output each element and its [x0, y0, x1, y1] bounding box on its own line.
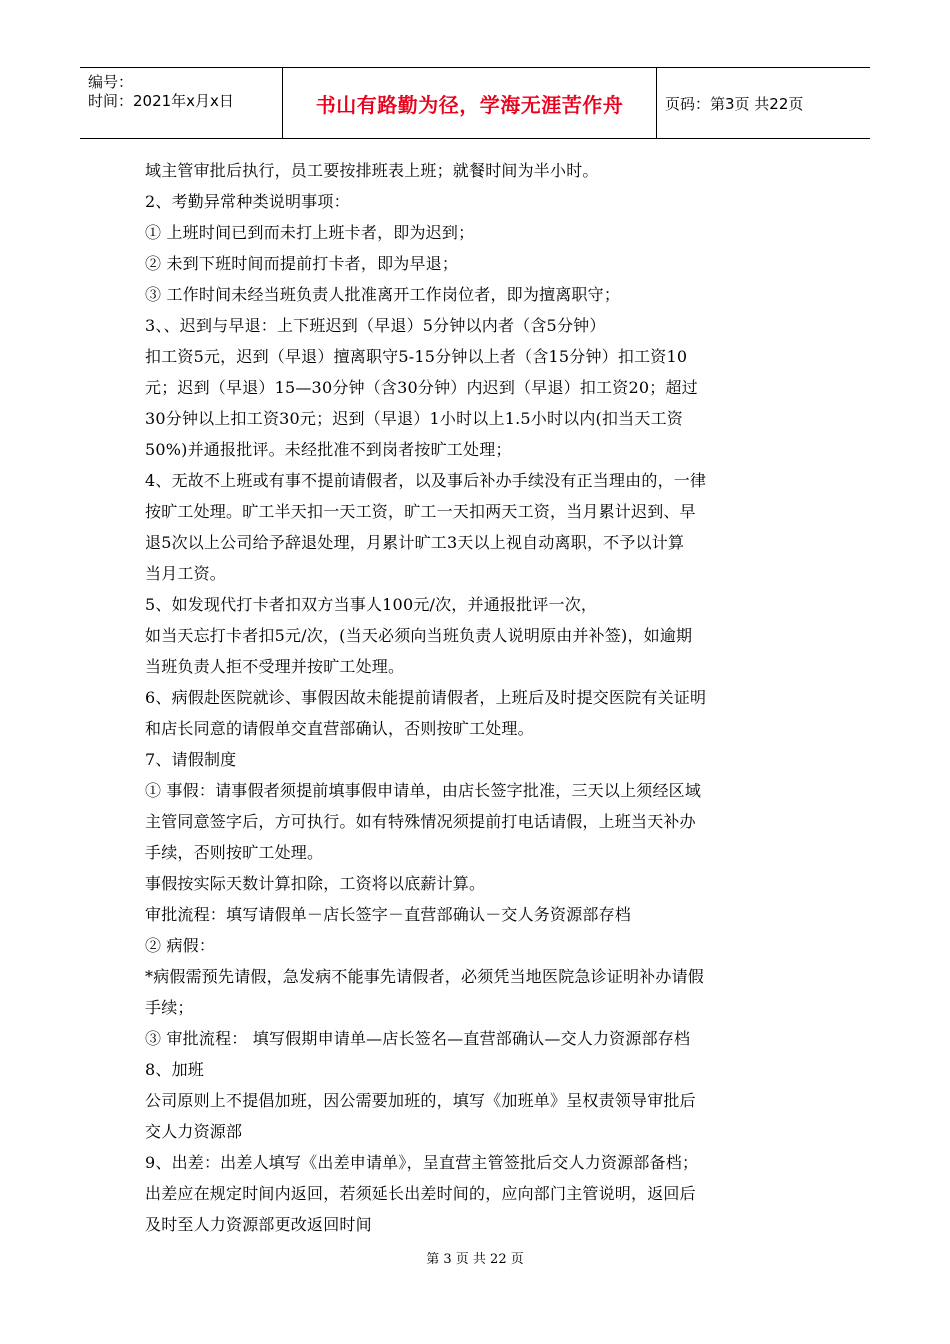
body-line: 出差应在规定时间内返回，若须延长出差时间的，应向部门主管说明，返回后	[145, 1184, 696, 1203]
body-line: 手续；	[145, 998, 194, 1017]
page-footer	[0, 1248, 950, 1267]
body-line: 9、出差：出差人填写《出差申请单》，呈直营主管签批后交人力资源部备档；	[145, 1153, 699, 1172]
header-motto: 书山有路勤为径，学海无涯苦作舟	[315, 92, 624, 117]
document-body	[145, 155, 815, 1240]
body-line: ① 事假：请事假者须提前填事假申请单，由店长签字批准，三天以上须经区域	[145, 781, 702, 800]
body-line: 2、考勤异常种类说明事项：	[145, 192, 350, 211]
footer-page-number: 第 3 页 共 22 页	[426, 1252, 524, 1267]
body-line: 3、、迟到与早退：上下班迟到（早退）5分钟以内者（含5分钟）	[145, 316, 606, 335]
body-line: 8、加班	[145, 1060, 204, 1079]
date-label: 时间：2021年x月x日	[88, 92, 234, 110]
body-line: 元；迟到（早退）15—30分钟（含30分钟）内迟到（早退）扣工资20；超过	[145, 378, 698, 397]
body-line: 5、如发现代打卡者扣双方当事人100元/次，并通报批评一次，	[145, 595, 598, 614]
body-line: 事假按实际天数计算扣除，工资将以底薪计算。	[145, 874, 486, 893]
body-line: 交人力资源部	[145, 1122, 243, 1141]
body-line: ② 病假：	[145, 936, 216, 955]
body-line: 和店长同意的请假单交直营部确认，否则按旷工处理。	[145, 719, 534, 738]
page-header	[80, 67, 870, 139]
body-line: 及时至人力资源部更改返回时间	[145, 1215, 372, 1234]
body-line: ② 未到下班时间而提前打卡者，即为早退；	[145, 254, 459, 273]
body-line: ③ 审批流程： 填写假期申请单—店长签名—直营部确认—交人力资源部存档	[145, 1029, 691, 1048]
body-line: 如当天忘打卡者扣5元/次，(当天必须向当班负责人说明原由并补签)，如逾期	[145, 626, 693, 645]
body-line: 当月工资。	[145, 564, 227, 583]
body-line: 手续，否则按旷工处理。	[145, 843, 324, 862]
header-meta	[80, 68, 283, 138]
body-line: 当班负责人拒不受理并按旷工处理。	[145, 657, 405, 676]
header-motto-cell	[283, 68, 657, 138]
body-line: 域主管审批后执行，员工要按排班表上班；就餐时间为半小时。	[145, 161, 599, 180]
body-line: 50%)并通报批评。未经批准不到岗者按旷工处理；	[145, 440, 512, 459]
body-line: 30分钟以上扣工资30元；迟到（早退）1小时以上1.5小时以内(扣当天工资	[145, 409, 683, 428]
body-line: ③ 工作时间未经当班负责人批准离开工作岗位者，即为擅离职守；	[145, 285, 621, 304]
body-line: 按旷工处理。旷工半天扣一天工资，旷工一天扣两天工资，当月累计迟到、早	[145, 502, 696, 521]
body-line: 4、无故不上班或有事不提前请假者，以及事后补办手续没有正当理由的，一律	[145, 471, 707, 490]
body-line: 退5次以上公司给予辞退处理，月累计旷工3天以上视自动离职，不予以计算	[145, 533, 685, 552]
body-line: ① 上班时间已到而未打上班卡者，即为迟到；	[145, 223, 475, 242]
body-line: 审批流程：填写请假单－店长签字－直营部确认－交人务资源部存档	[145, 905, 632, 924]
body-line: 7、请假制度	[145, 750, 237, 769]
body-line: *病假需预先请假，急发病不能事先请假者，必须凭当地医院急诊证明补办请假	[145, 967, 705, 986]
serial-label: 编号：	[88, 73, 134, 91]
body-line: 公司原则上不提倡加班，因公需要加班的，填写《加班单》呈权责领导审批后	[145, 1091, 696, 1110]
body-line: 扣工资5元，迟到（早退）擅离职守5-15分钟以上者（含15分钟）扣工资10	[145, 347, 688, 366]
body-line: 主管同意签字后，方可执行。如有特殊情况须提前打电话请假，上班当天补办	[145, 812, 696, 831]
header-page-info: 页码：第3页 共22页	[665, 94, 804, 113]
body-line: 6、病假赴医院就诊、事假因故未能提前请假者，上班后及时提交医院有关证明	[145, 688, 707, 707]
